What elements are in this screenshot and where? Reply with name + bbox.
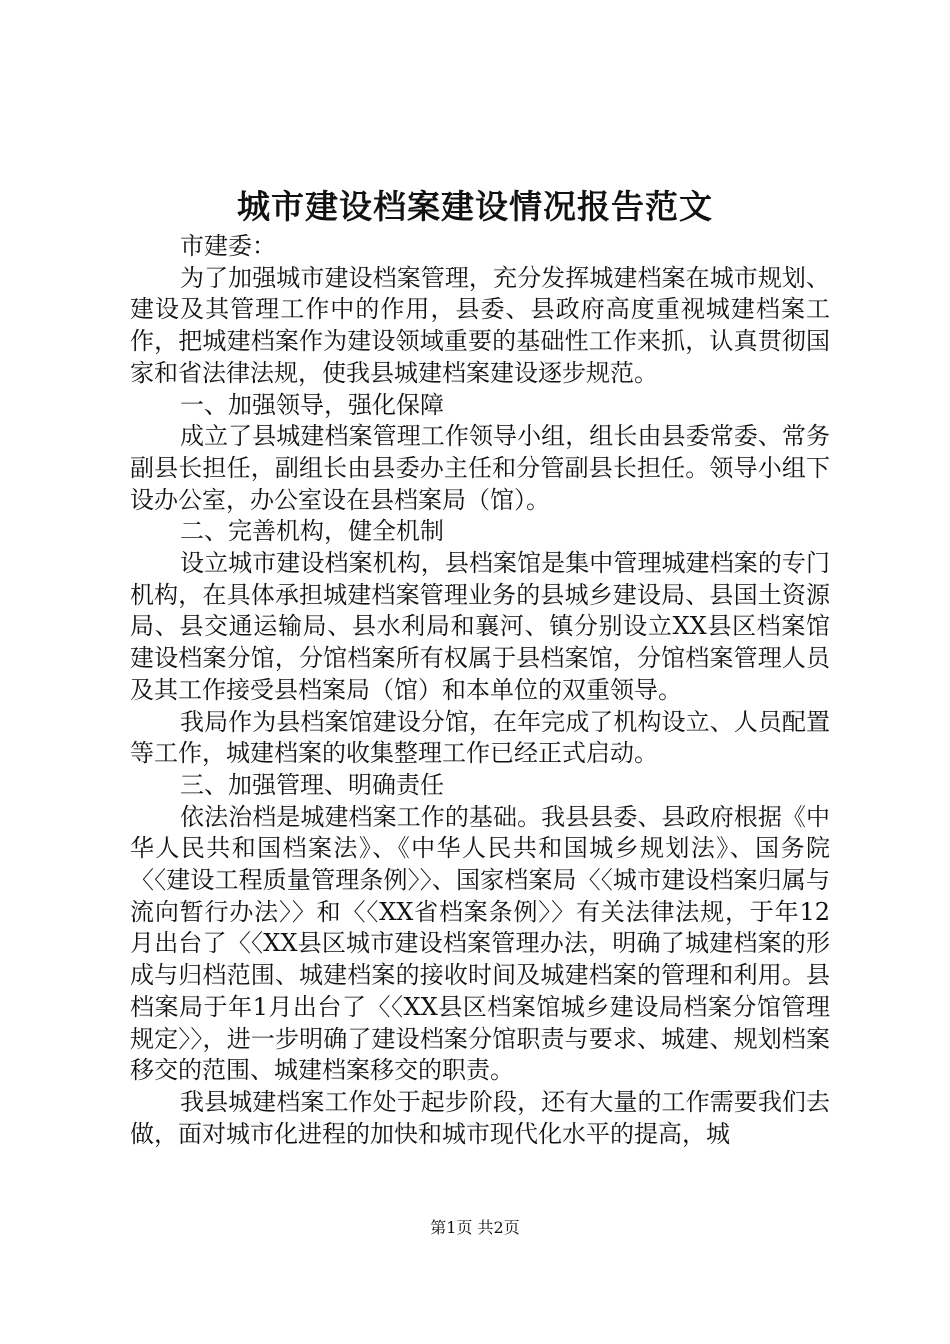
page-number-footer: 第1页 共2页 — [430, 1218, 520, 1237]
paragraph-section-3b: 我县城建档案工作处于起步阶段，还有大量的工作需要我们去做，面对城市化进程的加快和城市现代化水平的提高，城 — [130, 1087, 830, 1148]
section-heading-3: 三、加强管理、明确责任 — [180, 770, 444, 799]
paragraph-intro: 为了加强城市建设档案管理，充分发挥城建档案在城市规划、建设及其管理工作中的作用，县委、县政府高度重视城建档案工作，把城建档案作为建设领域重要的基础性工作来抓，认真贯彻国家和省法律法规，使我县城建档案建设逐步规范。 — [130, 263, 830, 387]
document-body — [130, 231, 830, 1150]
salutation: 市建委： — [180, 232, 276, 260]
section-heading-2: 二、完善机构，健全机制 — [180, 517, 444, 546]
paragraph-section-3a: 依法治档是城建档案工作的基础。我县县委、县政府根据《中华人民共和国档案法》、《中华人民共和国城乡规划法》、国务院〈〈建设工程质量管理条例〉〉、国家档案局〈〈城市建设档案归属与流向暂行办法〉〉和〈〈XX省档案条例〉〉有关法律法规，于年12月出台了〈〈XX县区城市建设档案管理办法，明确了城建档案的形成与归档范围、城建档案的接收时间及城建档案的管理和利用。县档案局于年1月出台了〈〈XX县区档案馆城乡建设局档案分馆管理规定〉〉，进一步明确了建设档案分馆职责与要求、城建、规划档案移交的范围、城建档案移交的职责。 — [130, 802, 830, 1085]
paragraph-section-2b: 我局作为县档案馆建设分馆，在年完成了机构设立、人员配置等工作，城建档案的收集整理工作已经正式启动。 — [130, 707, 830, 768]
document-title: 城市建设档案建设情况报告范文 — [237, 187, 713, 226]
section-heading-1: 一、加强领导，强化保障 — [180, 390, 444, 419]
paragraph-section-1: 成立了县城建档案管理工作领导小组，组长由县委常委、常务副县长担任，副组长由县委办主任和分管副县长担任。领导小组下设办公室，办公室设在县档案局（馆）。 — [130, 422, 830, 514]
paragraph-section-2a: 设立城市建设档案机构，县档案馆是集中管理城建档案的专门机构，在具体承担城建档案管理业务的县城乡建设局、县国土资源局、县交通运输局、县水利局和襄河、镇分别设立XX县区档案馆建设档案分馆，分馆档案所有权属于县档案馆，分馆档案管理人员及其工作接受县档案局（馆）和本单位的双重领导。 — [130, 549, 830, 704]
